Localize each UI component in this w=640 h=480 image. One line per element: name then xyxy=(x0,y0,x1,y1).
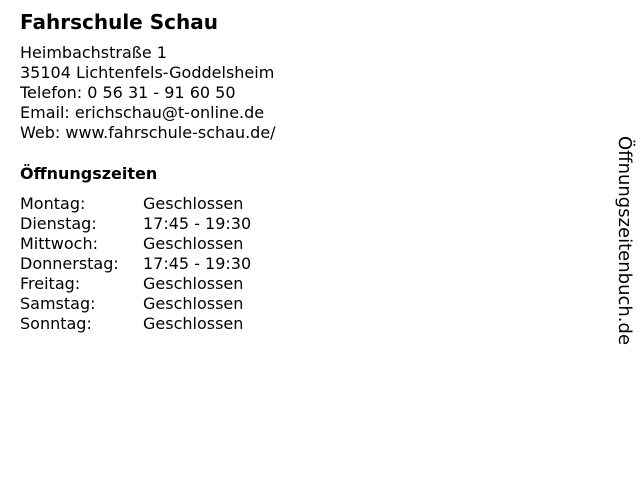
time-value: Geschlossen xyxy=(143,194,244,213)
hours-row-sunday xyxy=(20,314,320,334)
street-address: Heimbachstraße 1 xyxy=(20,43,167,62)
time-value: Geschlossen xyxy=(143,314,244,333)
web-line: Web: www.fahrschule-schau.de/ xyxy=(20,123,276,142)
hours-row-wednesday xyxy=(20,234,320,254)
hours-row-saturday xyxy=(20,294,320,314)
hours-row-monday xyxy=(20,194,320,214)
phone-line: Telefon: 0 56 31 - 91 60 50 xyxy=(20,83,236,102)
watermark-text: Öffnungszeitenbuch.de xyxy=(614,136,635,346)
day-label: Samstag: xyxy=(20,294,96,313)
email-line: Email: erichschau@t-online.de xyxy=(20,103,265,122)
contact-block xyxy=(20,43,276,143)
day-label: Dienstag: xyxy=(20,214,97,233)
hours-row-friday xyxy=(20,274,320,294)
time-value: Geschlossen xyxy=(143,274,244,293)
day-label: Mittwoch: xyxy=(20,234,98,253)
city-address: 35104 Lichtenfels-Goddelsheim xyxy=(20,63,275,82)
hours-heading: Öffnungszeiten xyxy=(20,164,158,183)
day-label: Donnerstag: xyxy=(20,254,119,273)
hours-row-thursday xyxy=(20,254,320,274)
time-value: Geschlossen xyxy=(143,234,244,253)
day-label: Sonntag: xyxy=(20,314,92,333)
watermark xyxy=(612,136,636,363)
hours-row-tuesday xyxy=(20,214,320,234)
time-value: Geschlossen xyxy=(143,294,244,313)
business-name: Fahrschule Schau xyxy=(20,10,218,34)
time-value: 17:45 - 19:30 xyxy=(143,254,252,273)
day-label: Freitag: xyxy=(20,274,81,293)
day-label: Montag: xyxy=(20,194,86,213)
time-value: 17:45 - 19:30 xyxy=(143,214,252,233)
hours-table xyxy=(20,194,320,334)
